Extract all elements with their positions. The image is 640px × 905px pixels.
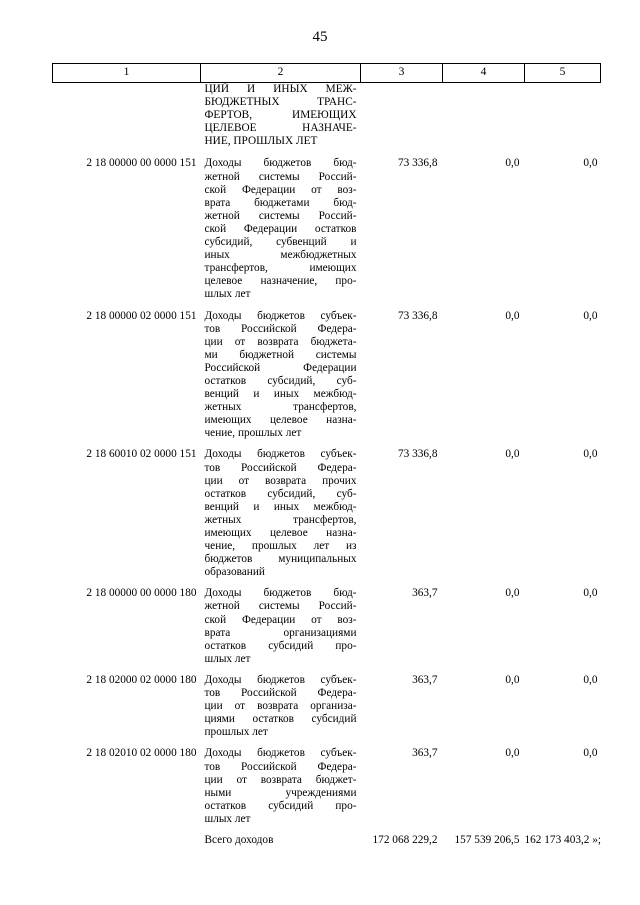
row-value-col4: 0,0 (505, 309, 520, 322)
name-line: тов Российской Федера- (204, 687, 357, 700)
name-line: Доходы бюджетов бюд- (204, 157, 357, 170)
row-value-col3: 363,7 (412, 673, 438, 686)
table-row (53, 587, 601, 674)
name-line: БЮДЖЕТНЫХ ТРАНС- (204, 96, 357, 109)
name-line: остатков субсидий про- (204, 799, 357, 812)
continuation-row (53, 83, 601, 158)
name-line: шлых лет (204, 288, 251, 301)
name-line: остатков субсидий, суб- (204, 487, 357, 500)
name-line: врата бюджетами бюд- (204, 196, 357, 209)
name-line: остатков субсидий про- (204, 639, 357, 652)
name-line: ской Федерации остатков (204, 222, 357, 235)
name-line: ции от возврата прочих (204, 474, 357, 487)
name-line: Доходы бюджетов субъек- (204, 673, 357, 686)
row-name (201, 747, 361, 834)
name-line: жетной системы Россий- (204, 209, 357, 222)
header-cell-5: 5 (525, 64, 601, 83)
name-line: бюджетов муниципальных (204, 553, 357, 566)
continuation-empty (443, 83, 525, 158)
row-name (201, 310, 361, 449)
name-line: имеющих целевое назна- (204, 414, 357, 427)
row-value-col3: 363,7 (412, 747, 438, 760)
table-row (53, 674, 601, 747)
page-number: 45 (312, 29, 328, 45)
table-body (53, 83, 601, 848)
total-value-col5: 162 173 403,2 »; (524, 833, 602, 846)
row-code: 2 18 00000 00 0000 180 (86, 587, 197, 600)
row-value-col5: 0,0 (583, 157, 598, 170)
name-line: Российской Федерации (204, 361, 357, 374)
name-line: остатков субсидий, суб- (204, 374, 357, 387)
row-value-col5: 0,0 (583, 448, 598, 461)
row-value-col5: 0,0 (583, 673, 598, 686)
name-line: ЦИЙ И ИНЫХ МЕЖ- (204, 83, 357, 95)
table-row (53, 310, 601, 449)
row-code: 2 18 00000 00 0000 151 (86, 157, 197, 170)
header-row (53, 64, 601, 83)
name-line: венций и иных межбюд- (204, 388, 357, 401)
revenue-table (52, 63, 601, 847)
total-row (53, 834, 601, 847)
name-line: ции от возврата бюджета- (204, 335, 357, 348)
name-line: Доходы бюджетов субъек- (204, 448, 357, 461)
row-value-col4: 0,0 (505, 673, 520, 686)
name-line: жетных трансфертов, (204, 513, 357, 526)
row-value-col5: 0,0 (583, 587, 598, 600)
name-line: ФЕРТОВ, ИМЕЮЩИХ (204, 109, 357, 122)
row-name (201, 587, 361, 674)
name-line: образований (204, 566, 265, 579)
row-value-col3: 73 336,8 (397, 309, 438, 322)
name-line: венций и иных межбюд- (204, 500, 357, 513)
continuation-code-cell (53, 83, 201, 158)
total-value-col3: 172 068 229,2 (372, 833, 438, 846)
row-name (201, 674, 361, 747)
row-value-col3: 363,7 (412, 587, 438, 600)
name-line: тов Российской Федера- (204, 461, 357, 474)
name-line: чение, прошлых лет (204, 427, 302, 440)
row-value-col3: 73 336,8 (397, 157, 438, 170)
continuation-name-cell (201, 83, 361, 158)
name-line: имеющих целевое назна- (204, 527, 357, 539)
table-row (53, 157, 601, 309)
name-line: тов Российской Федера- (204, 760, 357, 773)
name-line: ными учреждениями (204, 786, 357, 799)
table-row (53, 448, 601, 587)
name-line: субсидий, субвенций и (204, 236, 357, 249)
name-line: жетных трансфертов, (204, 401, 357, 414)
row-name (201, 448, 361, 587)
name-line: Доходы бюджетов бюд- (204, 587, 357, 600)
continuation-empty (525, 83, 601, 158)
row-value-col4: 0,0 (505, 157, 520, 170)
row-code: 2 18 60010 02 0000 151 (86, 448, 197, 461)
row-code: 2 18 00000 02 0000 151 (86, 309, 197, 322)
name-line: тов Российской Федера- (204, 322, 357, 335)
name-line: ской Федерации от воз- (204, 613, 357, 626)
name-line: жетной системы Россий- (204, 170, 357, 183)
total-value-col4: 157 539 206,5 (454, 833, 520, 846)
row-name (201, 157, 361, 309)
name-line: иных межбюджетных (204, 249, 357, 262)
row-value-col5: 0,0 (583, 747, 598, 760)
name-line: шлых лет (204, 652, 251, 665)
name-line: ции от возврата организа- (204, 700, 357, 713)
name-line: жетной системы Россий- (204, 600, 357, 613)
name-line: Доходы бюджетов субъек- (204, 747, 357, 760)
name-line: Доходы бюджетов субъек- (204, 309, 357, 322)
row-value-col5: 0,0 (583, 309, 598, 322)
name-line: шлых лет (204, 812, 251, 825)
name-line: прошлых лет (204, 726, 268, 739)
name-line: ЦЕЛЕВОЕ НАЗНАЧЕ- (204, 122, 357, 135)
name-line: врата организациями (204, 626, 357, 639)
name-line: ции от возврата бюджет- (204, 773, 357, 786)
total-code-empty (53, 834, 201, 847)
header-cell-1: 1 (53, 64, 201, 83)
table-row (53, 747, 601, 834)
row-value-col4: 0,0 (505, 747, 520, 760)
row-value-col4: 0,0 (505, 587, 520, 600)
row-code: 2 18 02000 02 0000 180 (86, 673, 197, 686)
header-cell-3: 3 (361, 64, 443, 83)
name-line: ской Федерации от воз- (204, 183, 357, 196)
row-value-col4: 0,0 (505, 448, 520, 461)
row-code: 2 18 02010 02 0000 180 (86, 747, 197, 760)
name-line: трансфертов, имеющих (204, 262, 357, 275)
name-line: чение, прошлых лет из (204, 540, 357, 553)
total-label: Всего доходов (204, 833, 274, 846)
header-cell-2: 2 (201, 64, 361, 83)
name-line: ми бюджетной системы (204, 348, 357, 361)
name-line: НИЕ, ПРОШЛЫХ ЛЕТ (204, 135, 318, 148)
header-cell-4: 4 (443, 64, 525, 83)
continuation-empty (361, 83, 443, 158)
row-value-col3: 73 336,8 (397, 448, 438, 461)
name-line: циями остатков субсидий (204, 713, 357, 726)
name-line: целевое назначение, про- (204, 275, 357, 288)
